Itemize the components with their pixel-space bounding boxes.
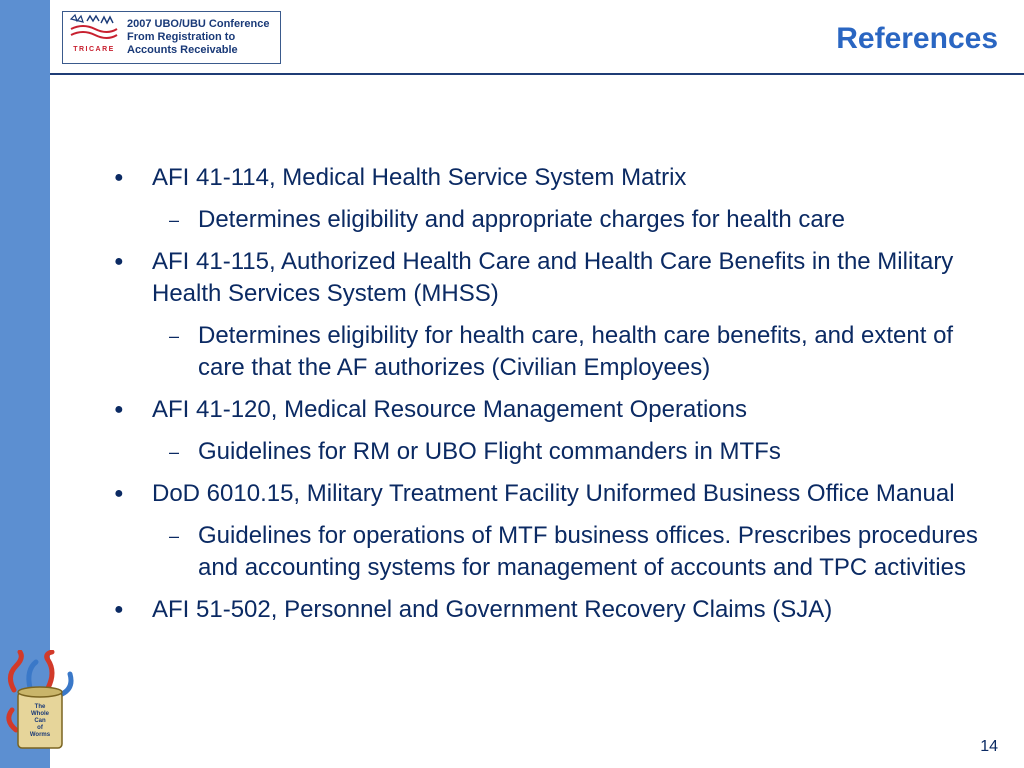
mascot-label-line: Can bbox=[34, 718, 46, 724]
list-item bbox=[108, 478, 988, 510]
reference-text: AFI 41-115, Authorized Health Care and Health Care Benefits in the Military Health Services System (MHSS) bbox=[152, 248, 954, 307]
bullet-icon: ● bbox=[114, 169, 124, 186]
bullet-icon: ● bbox=[114, 485, 124, 502]
bullet-icon: ● bbox=[114, 253, 124, 270]
sub-item bbox=[163, 320, 988, 384]
reference-text: DoD 6010.15, Military Treatment Facility Uniformed Business Office Manual bbox=[152, 480, 955, 507]
reference-description: Determines eligibility and appropriate charges for health care bbox=[198, 206, 846, 233]
dash-icon: – bbox=[169, 442, 180, 462]
tricare-logo-icon bbox=[67, 13, 121, 63]
slide-title: References bbox=[836, 22, 998, 55]
list-item bbox=[108, 594, 988, 626]
reference-text: AFI 41-120, Medical Resource Management Operations bbox=[152, 396, 747, 423]
dash-icon: – bbox=[169, 526, 180, 546]
references-list bbox=[108, 162, 988, 636]
mascot-label-line: Worms bbox=[29, 732, 51, 738]
list-item bbox=[108, 162, 988, 194]
mascot-label-line: The bbox=[34, 704, 46, 710]
conference-logo bbox=[62, 11, 281, 64]
sub-item bbox=[163, 520, 988, 584]
mascot-label-line: of bbox=[37, 725, 43, 731]
page-number: 14 bbox=[980, 738, 998, 755]
list-item bbox=[108, 394, 988, 426]
reference-description: Determines eligibility for health care, health care benefits, and extent of care that the AF authorizes (Civilian Employees) bbox=[198, 322, 954, 381]
reference-description: Guidelines for operations of MTF business offices. Prescribes procedures and accounting systems for management of accounts and TPC activities bbox=[198, 522, 978, 581]
sub-item bbox=[163, 436, 988, 468]
dash-icon: – bbox=[169, 210, 180, 230]
reference-text: AFI 41-114, Medical Health Service System Matrix bbox=[152, 164, 687, 191]
bullet-icon: ● bbox=[114, 401, 124, 418]
reference-text: AFI 51-502, Personnel and Government Recovery Claims (SJA) bbox=[152, 596, 833, 623]
reference-description: Guidelines for RM or UBO Flight commanders in MTFs bbox=[198, 438, 781, 465]
conference-logo-text: 2007 UBO/UBU Conference From Registration to Accounts Receivable bbox=[127, 18, 270, 56]
dash-icon: – bbox=[169, 326, 180, 346]
header-divider bbox=[50, 73, 1024, 75]
logo-mark-text: TRICARE bbox=[73, 45, 115, 53]
bullet-icon: ● bbox=[114, 601, 124, 618]
mascot-label-line: Whole bbox=[31, 711, 49, 717]
worms-can-mascot-icon bbox=[4, 650, 76, 754]
sub-item bbox=[163, 204, 988, 236]
list-item bbox=[108, 246, 988, 310]
